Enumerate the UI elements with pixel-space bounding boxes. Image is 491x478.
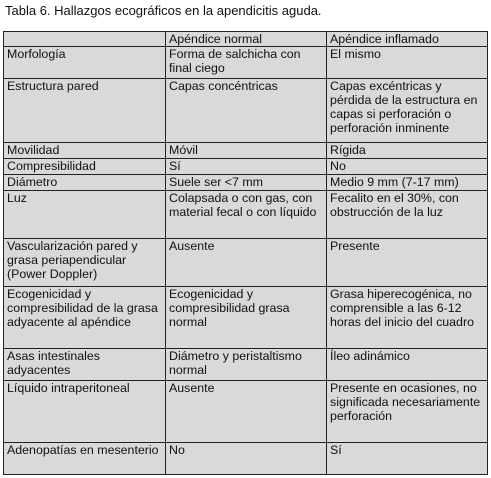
row-label: Ecogenicidad y compresibilidad de la grasa adyacente al apéndice [4, 287, 166, 349]
table-row [4, 349, 488, 381]
row-inflamed-value: Capas excéntricas y pérdida de la estructura en capas si perforación o perforación inminente [327, 79, 488, 143]
row-label: Morfología [4, 47, 166, 79]
row-label: Luz [4, 191, 166, 239]
row-normal-value: Colapsada o con gas, con material fecal o con líquido [166, 191, 327, 239]
row-normal-value: Ausente [166, 239, 327, 287]
row-normal-value: Diámetro y peristaltismo normal [166, 349, 327, 381]
row-inflamed-value: Fecalito en el 30%, con obstrucción de la luz [327, 191, 488, 239]
row-label: Estructura pared [4, 79, 166, 143]
table-row [4, 175, 488, 191]
row-inflamed-value: Grasa hiperecogénica, no comprensible a las 6-12 horas del inicio del cuadro [327, 287, 488, 349]
row-label: Adenopatías en mesenterio [4, 443, 166, 475]
table-header-row [4, 32, 488, 47]
row-label: Líquido intraperitoneal [4, 381, 166, 443]
row-inflamed-value: Rígida [327, 143, 488, 159]
header-cell-empty [4, 32, 166, 47]
table-row [4, 239, 488, 287]
row-inflamed-value: Sí [327, 443, 488, 475]
table-row [4, 143, 488, 159]
row-normal-value: Forma de salchicha con final ciego [166, 47, 327, 79]
table-row [4, 287, 488, 349]
row-inflamed-value: Presente [327, 239, 488, 287]
findings-table [3, 31, 488, 475]
header-cell-normal: Apéndice normal [166, 32, 327, 47]
row-normal-value: No [166, 443, 327, 475]
row-label: Asas intestinales adyacentes [4, 349, 166, 381]
header-cell-inflamed: Apéndice inflamado [327, 32, 488, 47]
row-normal-value: Capas concéntricas [166, 79, 327, 143]
table-row [4, 159, 488, 175]
table-row [4, 191, 488, 239]
row-normal-value: Ausente [166, 381, 327, 443]
table-row [4, 47, 488, 79]
table-row [4, 443, 488, 475]
row-normal-value: Suele ser <7 mm [166, 175, 327, 191]
row-label: Diámetro [4, 175, 166, 191]
row-normal-value: Ecogenicidad y compresibilidad grasa normal [166, 287, 327, 349]
row-inflamed-value: No [327, 159, 488, 175]
row-inflamed-value: Presente en ocasiones, no significada necesariamente perforación [327, 381, 488, 443]
row-inflamed-value: El mismo [327, 47, 488, 79]
row-label: Compresibilidad [4, 159, 166, 175]
table-caption: Tabla 6. Hallazgos ecográficos en la apendicitis aguda. [5, 3, 322, 18]
row-normal-value: Móvil [166, 143, 327, 159]
row-inflamed-value: Íleo adinámico [327, 349, 488, 381]
row-inflamed-value: Medio 9 mm (7-17 mm) [327, 175, 488, 191]
row-label: Movilidad [4, 143, 166, 159]
table-row [4, 381, 488, 443]
table-row [4, 79, 488, 143]
row-label: Vascularización pared y grasa periapendicular (Power Doppler) [4, 239, 166, 287]
row-normal-value: Sí [166, 159, 327, 175]
